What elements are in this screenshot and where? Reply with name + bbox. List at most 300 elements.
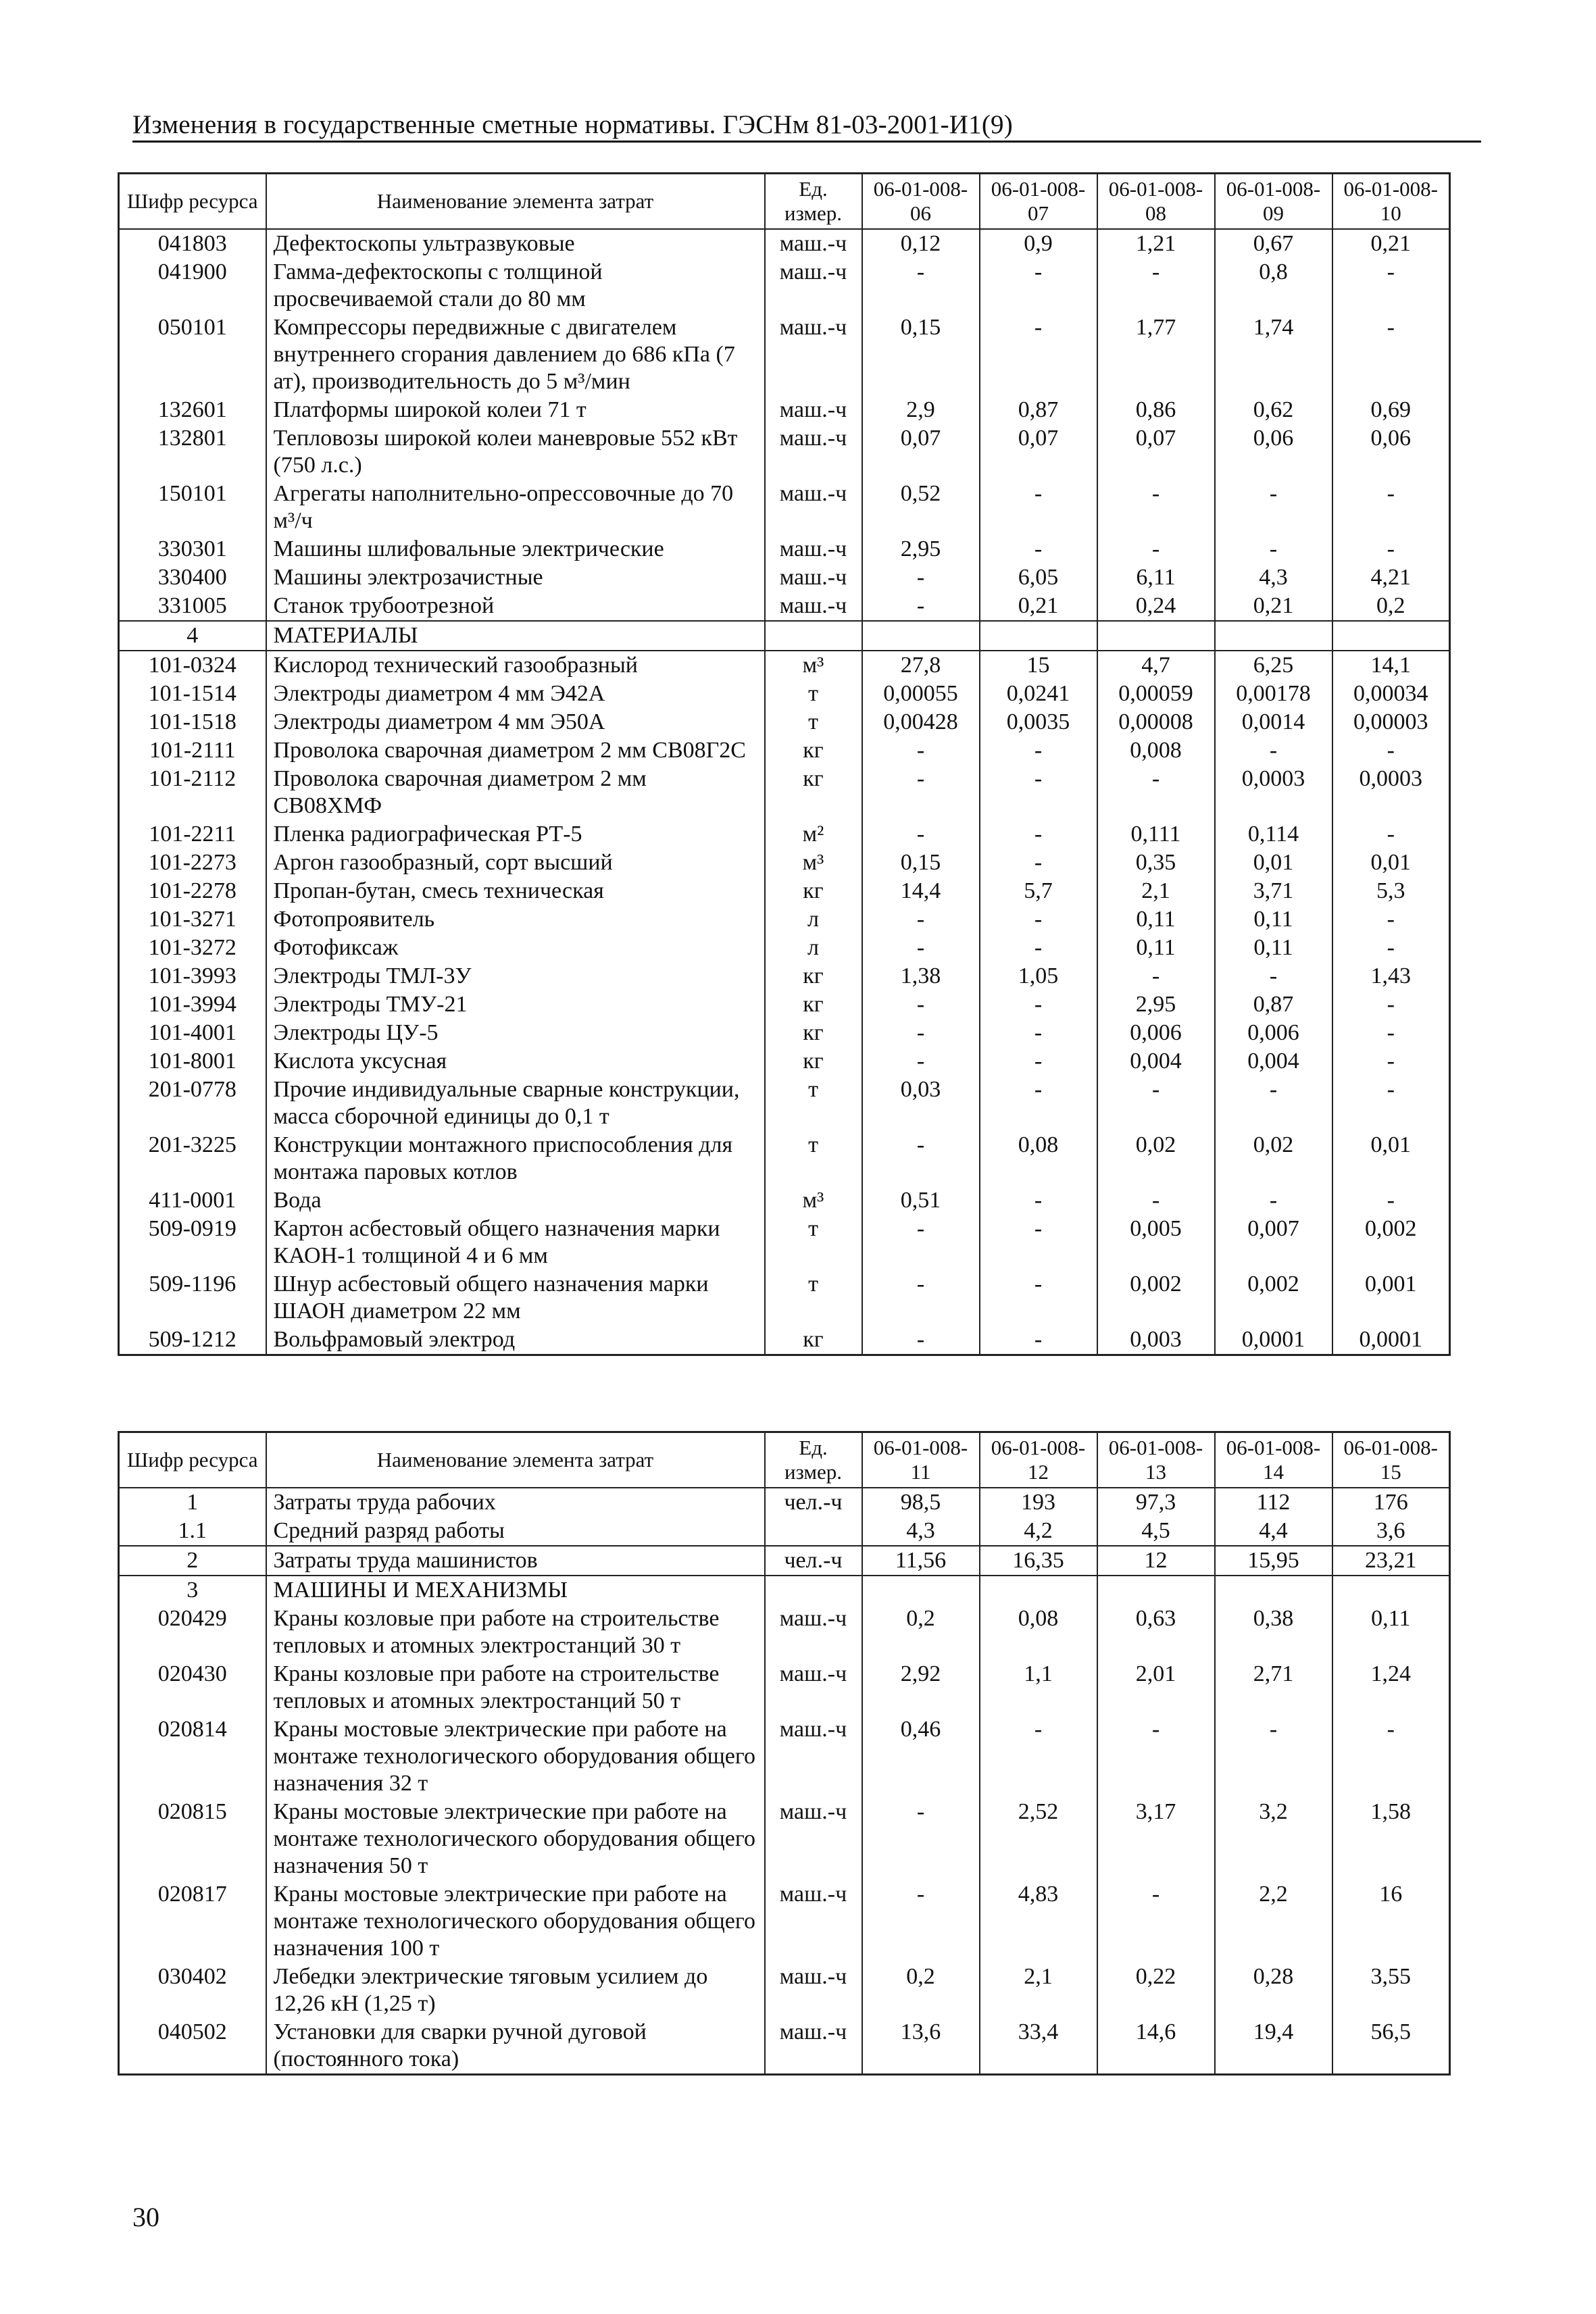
resource-code: 101-2111 xyxy=(119,736,266,765)
norm-value: - xyxy=(1332,990,1450,1019)
norm-value: - xyxy=(1332,480,1450,535)
column-header: 06-01-008-08 xyxy=(1097,174,1215,230)
table-row xyxy=(119,1270,1450,1326)
resource-code: 101-2278 xyxy=(119,877,266,905)
norm-value: 0,38 xyxy=(1215,1605,1332,1660)
resource-code: 101-3272 xyxy=(119,934,266,962)
norm-value: - xyxy=(1097,535,1215,563)
resource-name: Электроды диаметром 4 мм Э50А xyxy=(266,708,765,736)
column-header: 06-01-008-09 xyxy=(1215,174,1332,230)
unit-of-measure: т xyxy=(765,1076,862,1131)
norm-value: 0,02 xyxy=(1097,1131,1215,1186)
norm-value: 0,111 xyxy=(1097,820,1215,849)
norm-value: 6,25 xyxy=(1215,651,1332,680)
norm-value: 1,38 xyxy=(862,962,980,990)
norm-value: 0,52 xyxy=(862,480,980,535)
resource-name: Фотофиксаж xyxy=(266,934,765,962)
table-row xyxy=(119,1019,1450,1047)
table-row xyxy=(119,1215,1450,1270)
unit-of-measure: м³ xyxy=(765,651,862,680)
table-body xyxy=(119,1488,1450,2075)
norm-value: - xyxy=(980,934,1097,962)
table-row xyxy=(119,820,1450,849)
norm-value: 0,03 xyxy=(862,1076,980,1131)
unit-of-measure: м³ xyxy=(765,849,862,877)
resource-name: Агрегаты наполнительно-опрессовочные до 70 м³/ч xyxy=(266,480,765,535)
norm-value: 0,004 xyxy=(1215,1047,1332,1076)
unit-of-measure: кг xyxy=(765,962,862,990)
unit-of-measure: л xyxy=(765,905,862,934)
section-row xyxy=(119,1576,1450,1605)
resource-name: Картон асбестовый общего назначения марки КАОН-1 толщиной 4 и 6 мм xyxy=(266,1215,765,1270)
resource-name: Кислород технический газообразный xyxy=(266,651,765,680)
norm-value: 0,9 xyxy=(980,229,1097,258)
unit-of-measure: маш.-ч xyxy=(765,1715,862,1798)
unit-of-measure: кг xyxy=(765,1326,862,1355)
table-row xyxy=(119,1880,1450,1963)
norm-value: - xyxy=(980,849,1097,877)
table-row xyxy=(119,424,1450,480)
table-row xyxy=(119,592,1450,621)
norm-value: 16 xyxy=(1332,1880,1450,1963)
column-header: 06-01-008-07 xyxy=(980,174,1097,230)
unit-of-measure: маш.-ч xyxy=(765,1880,862,1963)
norm-value: 0,002 xyxy=(1332,1215,1450,1270)
norm-value: - xyxy=(1215,962,1332,990)
resource-code: 020429 xyxy=(119,1605,266,1660)
norm-value: 15 xyxy=(980,651,1097,680)
norm-value: 176 xyxy=(1332,1488,1450,1517)
unit-of-measure: маш.-ч xyxy=(765,424,862,480)
resource-code: 101-4001 xyxy=(119,1019,266,1047)
norm-value: 0,01 xyxy=(1215,849,1332,877)
resource-name: Конструкции монтажного приспособления для монтажа паровых котлов xyxy=(266,1131,765,1186)
norm-value: 1,1 xyxy=(980,1660,1097,1715)
norm-value: - xyxy=(980,765,1097,820)
unit-of-measure: т xyxy=(765,1270,862,1326)
norm-value: 0,8 xyxy=(1215,258,1332,313)
norm-value: 1,43 xyxy=(1332,962,1450,990)
resource-name: Станок трубоотрезной xyxy=(266,592,765,621)
column-header: 06-01-008-15 xyxy=(1332,1432,1450,1488)
norm-value: 2,1 xyxy=(980,1963,1097,2018)
norm-value: 0,87 xyxy=(1215,990,1332,1019)
norm-value: - xyxy=(862,905,980,934)
norm-value: - xyxy=(862,1798,980,1880)
unit-of-measure: м³ xyxy=(765,1186,862,1215)
resource-code: 201-3225 xyxy=(119,1131,266,1186)
norm-value: - xyxy=(1332,1186,1450,1215)
norm-value: 1,21 xyxy=(1097,229,1215,258)
norm-value: 11,56 xyxy=(862,1546,980,1576)
norm-value: 0,21 xyxy=(1215,592,1332,621)
resource-code: 132801 xyxy=(119,424,266,480)
norm-value: 0,62 xyxy=(1215,396,1332,424)
resource-code: 509-1196 xyxy=(119,1270,266,1326)
table-body xyxy=(119,229,1450,1355)
resource-code: 101-2273 xyxy=(119,849,266,877)
norm-value: - xyxy=(1332,736,1450,765)
resource-name: Кислота уксусная xyxy=(266,1047,765,1076)
norm-value: 98,5 xyxy=(862,1488,980,1517)
norm-value: 2,95 xyxy=(862,535,980,563)
resource-code: 4 xyxy=(119,621,266,651)
norm-value: - xyxy=(1332,258,1450,313)
resource-name: МАШИНЫ И МЕХАНИЗМЫ xyxy=(266,1576,765,1605)
resource-name: Платформы широкой колеи 71 т xyxy=(266,396,765,424)
norm-value: 0,004 xyxy=(1097,1047,1215,1076)
resource-name: МАТЕРИАЛЫ xyxy=(266,621,765,651)
norm-value: 0,0001 xyxy=(1332,1326,1450,1355)
resource-name: Проволока сварочная диаметром 2 мм СВ08Г2С xyxy=(266,736,765,765)
resource-code: 101-1518 xyxy=(119,708,266,736)
norm-value: 0,00178 xyxy=(1215,680,1332,708)
column-header: Шифр ресурса xyxy=(119,174,266,230)
norm-value: - xyxy=(1097,1880,1215,1963)
norm-value: 0,0001 xyxy=(1215,1326,1332,1355)
resource-name: Проволока сварочная диаметром 2 мм СВ08ХМФ xyxy=(266,765,765,820)
norm-value: 1,58 xyxy=(1332,1798,1450,1880)
resource-name: Пленка радиографическая РТ-5 xyxy=(266,820,765,849)
table-row xyxy=(119,1047,1450,1076)
norm-value: - xyxy=(1332,535,1450,563)
norm-value: - xyxy=(1097,1186,1215,1215)
resource-name: Вода xyxy=(266,1186,765,1215)
norm-value: - xyxy=(862,820,980,849)
norm-value: - xyxy=(980,1047,1097,1076)
norm-value: 0,00059 xyxy=(1097,680,1215,708)
resource-name: Краны мостовые электрические при работе на монтаже технологического оборудования общего назначения 32 т xyxy=(266,1715,765,1798)
norm-value: - xyxy=(1332,934,1450,962)
norm-value: 56,5 xyxy=(1332,2018,1450,2075)
column-header: 06-01-008-06 xyxy=(862,174,980,230)
resource-name: Дефектоскопы ультразвуковые xyxy=(266,229,765,258)
resource-name: Вольфрамовый электрод xyxy=(266,1326,765,1355)
norm-value: 4,3 xyxy=(862,1517,980,1546)
norm-value: - xyxy=(980,1076,1097,1131)
unit-of-measure xyxy=(765,1517,862,1546)
norm-value xyxy=(862,621,980,651)
norm-value: 0,11 xyxy=(1097,905,1215,934)
norm-value: 1,05 xyxy=(980,962,1097,990)
column-header: Наименование элемента затрат xyxy=(266,1432,765,1488)
norm-value: - xyxy=(980,990,1097,1019)
norm-value: 14,1 xyxy=(1332,651,1450,680)
unit-of-measure: маш.-ч xyxy=(765,258,862,313)
header-rule xyxy=(132,141,1481,143)
resource-name: Лебедки электрические тяговым усилием до 12,26 кН (1,25 т) xyxy=(266,1963,765,2018)
resource-code: 201-0778 xyxy=(119,1076,266,1131)
norm-value: 0,0035 xyxy=(980,708,1097,736)
norm-value: - xyxy=(862,1019,980,1047)
table-row xyxy=(119,2018,1450,2075)
norm-value: 0,002 xyxy=(1215,1270,1332,1326)
norm-value: 0,11 xyxy=(1332,1605,1450,1660)
resource-code: 040502 xyxy=(119,2018,266,2075)
unit-of-measure: маш.-ч xyxy=(765,1963,862,2018)
table-row xyxy=(119,905,1450,934)
resource-code: 041803 xyxy=(119,229,266,258)
norm-value: - xyxy=(1097,480,1215,535)
norm-value: 0,001 xyxy=(1332,1270,1450,1326)
norm-value: - xyxy=(1097,962,1215,990)
norm-value: 0,87 xyxy=(980,396,1097,424)
table-row xyxy=(119,708,1450,736)
norm-value: 4,2 xyxy=(980,1517,1097,1546)
unit-of-measure: т xyxy=(765,708,862,736)
norm-value: - xyxy=(1332,820,1450,849)
resource-name: Краны козловые при работе на строительстве тепловых и атомных электростанций 30 т xyxy=(266,1605,765,1660)
norm-value: 2,92 xyxy=(862,1660,980,1715)
norm-value: 0,11 xyxy=(1215,905,1332,934)
norm-value: - xyxy=(980,480,1097,535)
unit-of-measure: маш.-ч xyxy=(765,1660,862,1715)
norm-value: 0,08 xyxy=(980,1605,1097,1660)
norm-value: 4,3 xyxy=(1215,563,1332,592)
norm-value: 3,2 xyxy=(1215,1798,1332,1880)
norm-value: 23,21 xyxy=(1332,1546,1450,1576)
norm-value: 0,003 xyxy=(1097,1326,1215,1355)
norm-value: - xyxy=(1097,765,1215,820)
unit-of-measure: маш.-ч xyxy=(765,313,862,396)
table-header-row xyxy=(119,174,1450,230)
unit-of-measure: кг xyxy=(765,736,862,765)
norm-value: 0,00055 xyxy=(862,680,980,708)
table-row xyxy=(119,651,1450,680)
resource-code: 020814 xyxy=(119,1715,266,1798)
resource-name: Электроды ЦУ-5 xyxy=(266,1019,765,1047)
resource-name: Тепловозы широкой колеи маневровые 552 кВт (750 л.с.) xyxy=(266,424,765,480)
norm-value: - xyxy=(1215,736,1332,765)
table-row xyxy=(119,934,1450,962)
table-row xyxy=(119,990,1450,1019)
table-header-row xyxy=(119,1432,1450,1488)
unit-of-measure: кг xyxy=(765,990,862,1019)
norm-value: 0,0241 xyxy=(980,680,1097,708)
norm-value: 0,007 xyxy=(1215,1215,1332,1270)
resource-name: Гамма-дефектоскопы с толщиной просвечиваемой стали до 80 мм xyxy=(266,258,765,313)
norm-value: - xyxy=(980,1270,1097,1326)
norm-value: - xyxy=(980,535,1097,563)
unit-of-measure: маш.-ч xyxy=(765,592,862,621)
norm-value: 1,24 xyxy=(1332,1660,1450,1715)
table-row xyxy=(119,736,1450,765)
norm-value: 12 xyxy=(1097,1546,1215,1576)
column-header: 06-01-008-10 xyxy=(1332,174,1450,230)
norm-value: 97,3 xyxy=(1097,1488,1215,1517)
norm-value: - xyxy=(980,736,1097,765)
resource-name: Средний разряд работы xyxy=(266,1517,765,1546)
norm-value: - xyxy=(862,592,980,621)
table-row xyxy=(119,849,1450,877)
norm-value: 0,12 xyxy=(862,229,980,258)
unit-of-measure: маш.-ч xyxy=(765,2018,862,2075)
norm-value: 2,71 xyxy=(1215,1660,1332,1715)
column-header: 06-01-008-11 xyxy=(862,1432,980,1488)
resource-name: Установки для сварки ручной дуговой (постоянного тока) xyxy=(266,2018,765,2075)
norm-value: 13,6 xyxy=(862,2018,980,2075)
norm-value: - xyxy=(980,820,1097,849)
norm-value xyxy=(1215,621,1332,651)
norm-value: 0,86 xyxy=(1097,396,1215,424)
unit-of-measure: м² xyxy=(765,820,862,849)
norm-value: 4,83 xyxy=(980,1880,1097,1963)
norm-value: 0,114 xyxy=(1215,820,1332,849)
norm-value: - xyxy=(1097,1076,1215,1131)
unit-of-measure: л xyxy=(765,934,862,962)
unit-of-measure: т xyxy=(765,680,862,708)
norm-value xyxy=(1215,1576,1332,1605)
norm-value: 0,06 xyxy=(1332,424,1450,480)
norm-value: 1,77 xyxy=(1097,313,1215,396)
norm-value: 2,01 xyxy=(1097,1660,1215,1715)
norm-value: - xyxy=(1332,313,1450,396)
norm-value: 6,05 xyxy=(980,563,1097,592)
norm-value: - xyxy=(1215,1076,1332,1131)
norm-value: 0,51 xyxy=(862,1186,980,1215)
resource-code: 041900 xyxy=(119,258,266,313)
table-row xyxy=(119,535,1450,563)
norm-value: 193 xyxy=(980,1488,1097,1517)
unit-of-measure: маш.-ч xyxy=(765,563,862,592)
table-row xyxy=(119,1517,1450,1546)
norm-value: 0,00008 xyxy=(1097,708,1215,736)
column-header: Наименование элемента затрат xyxy=(266,174,765,230)
resource-code: 101-3993 xyxy=(119,962,266,990)
norm-value: - xyxy=(980,905,1097,934)
column-header: 06-01-008-14 xyxy=(1215,1432,1332,1488)
norm-value: 5,7 xyxy=(980,877,1097,905)
norm-value: - xyxy=(862,736,980,765)
norm-value: 0,008 xyxy=(1097,736,1215,765)
norm-value: 0,46 xyxy=(862,1715,980,1798)
norm-value: 0,06 xyxy=(1215,424,1332,480)
norm-value: - xyxy=(862,258,980,313)
resource-code: 101-1514 xyxy=(119,680,266,708)
norm-value: - xyxy=(1097,1715,1215,1798)
norm-value xyxy=(1332,1576,1450,1605)
norm-value: - xyxy=(862,1047,980,1076)
unit-of-measure: кг xyxy=(765,877,862,905)
norm-value: 0,00428 xyxy=(862,708,980,736)
norm-value: - xyxy=(862,563,980,592)
norm-value: 0,63 xyxy=(1097,1605,1215,1660)
norm-value: 14,4 xyxy=(862,877,980,905)
resource-code: 101-3271 xyxy=(119,905,266,934)
norm-value: 0,11 xyxy=(1215,934,1332,962)
norm-value: 15,95 xyxy=(1215,1546,1332,1576)
norm-value: - xyxy=(980,1215,1097,1270)
column-header: Ед. измер. xyxy=(765,174,862,230)
norm-value: - xyxy=(1332,905,1450,934)
unit-of-measure: т xyxy=(765,1215,862,1270)
table-row xyxy=(119,765,1450,820)
resource-code: 101-2112 xyxy=(119,765,266,820)
column-header: Ед. измер. xyxy=(765,1432,862,1488)
resource-code: 050101 xyxy=(119,313,266,396)
unit-of-measure: маш.-ч xyxy=(765,480,862,535)
norm-value: 2,52 xyxy=(980,1798,1097,1880)
norm-value: - xyxy=(862,990,980,1019)
resource-code: 020815 xyxy=(119,1798,266,1880)
norm-value: 0,07 xyxy=(862,424,980,480)
norm-value: 4,21 xyxy=(1332,563,1450,592)
norm-value: - xyxy=(862,1131,980,1186)
resource-code: 101-8001 xyxy=(119,1047,266,1076)
unit-of-measure: маш.-ч xyxy=(765,1605,862,1660)
norm-value: - xyxy=(1332,1715,1450,1798)
norm-value xyxy=(980,1576,1097,1605)
table-row xyxy=(119,1488,1450,1517)
unit-of-measure: кг xyxy=(765,1047,862,1076)
document-header-title: Изменения в государственные сметные нормативы. ГЭСНм 81-03-2001-И1(9) xyxy=(132,110,1013,139)
norm-value: 0,07 xyxy=(980,424,1097,480)
table-row xyxy=(119,877,1450,905)
norm-value: 4,4 xyxy=(1215,1517,1332,1546)
column-header: 06-01-008-13 xyxy=(1097,1432,1215,1488)
norm-value: 0,21 xyxy=(980,592,1097,621)
norm-value: 3,17 xyxy=(1097,1798,1215,1880)
norm-value xyxy=(862,1576,980,1605)
resource-code: 509-1212 xyxy=(119,1326,266,1355)
resource-name: Электроды диаметром 4 мм Э42А xyxy=(266,680,765,708)
table-row xyxy=(119,1660,1450,1715)
norm-value: 0,11 xyxy=(1097,934,1215,962)
resource-code: 132601 xyxy=(119,396,266,424)
resource-name: Краны мостовые электрические при работе на монтаже технологического оборудования общего назначения 100 т xyxy=(266,1880,765,1963)
norm-value: 2,95 xyxy=(1097,990,1215,1019)
norm-value: 0,006 xyxy=(1215,1019,1332,1047)
norm-value: 3,71 xyxy=(1215,877,1332,905)
norm-value: 0,01 xyxy=(1332,849,1450,877)
norm-value: 3,55 xyxy=(1332,1963,1450,2018)
unit-of-measure: т xyxy=(765,1131,862,1186)
norm-value: 0,15 xyxy=(862,849,980,877)
table-row xyxy=(119,313,1450,396)
norm-value: - xyxy=(980,258,1097,313)
unit-of-measure: маш.-ч xyxy=(765,535,862,563)
norm-value: 0,21 xyxy=(1332,229,1450,258)
norm-value: - xyxy=(1332,1047,1450,1076)
resource-code: 101-3994 xyxy=(119,990,266,1019)
norm-value: - xyxy=(1215,535,1332,563)
section-row xyxy=(119,621,1450,651)
norm-value: 0,28 xyxy=(1215,1963,1332,2018)
norm-value: - xyxy=(1215,1186,1332,1215)
table-row xyxy=(119,258,1450,313)
norm-value: 0,07 xyxy=(1097,424,1215,480)
table-row xyxy=(119,1605,1450,1660)
table-row xyxy=(119,1546,1450,1576)
norm-value: 0,0014 xyxy=(1215,708,1332,736)
column-header: 06-01-008-12 xyxy=(980,1432,1097,1488)
norm-value xyxy=(1097,621,1215,651)
norm-value: - xyxy=(862,1215,980,1270)
norm-value: 0,0003 xyxy=(1332,765,1450,820)
norm-value: 2,2 xyxy=(1215,1880,1332,1963)
resource-table-2 xyxy=(118,1431,1451,2076)
norm-value: 0,15 xyxy=(862,313,980,396)
norm-value: - xyxy=(862,934,980,962)
norm-value: 19,4 xyxy=(1215,2018,1332,2075)
unit-of-measure: кг xyxy=(765,1019,862,1047)
norm-value: 0,02 xyxy=(1215,1131,1332,1186)
resource-name: Аргон газообразный, сорт высший xyxy=(266,849,765,877)
norm-value: 4,5 xyxy=(1097,1517,1215,1546)
column-header: Шифр ресурса xyxy=(119,1432,266,1488)
resource-code: 331005 xyxy=(119,592,266,621)
norm-value: 16,35 xyxy=(980,1546,1097,1576)
